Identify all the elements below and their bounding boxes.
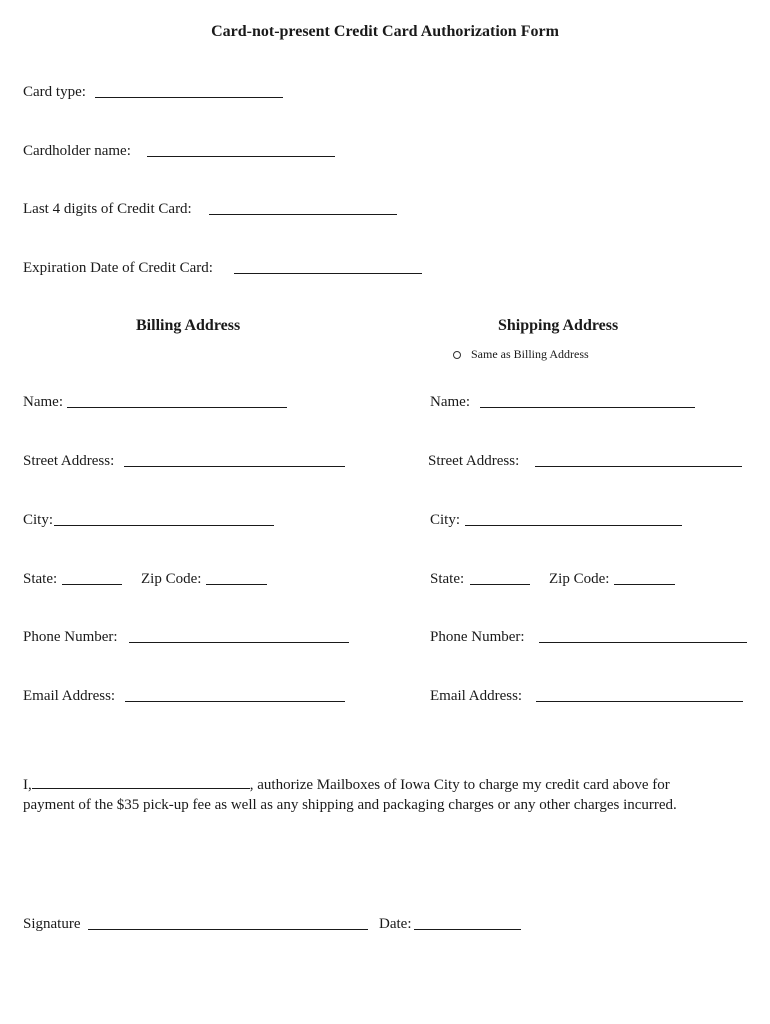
billing-email-label: Email Address:: [23, 688, 116, 704]
cardholder-name-field[interactable]: [147, 156, 335, 157]
shipping-street-label: Street Address:: [428, 453, 520, 469]
shipping-state-field[interactable]: [470, 584, 530, 585]
card-type-field[interactable]: [95, 97, 283, 98]
signature-label: Signature: [23, 916, 81, 932]
shipping-phone-label: Phone Number:: [430, 629, 525, 645]
authorization-paragraph: [23, 775, 723, 815]
shipping-name-label: Name:: [430, 394, 470, 410]
expiration-field[interactable]: [234, 273, 422, 274]
date-label: Date:: [379, 916, 412, 932]
billing-phone-label: Phone Number:: [23, 629, 118, 645]
billing-street-field[interactable]: [124, 466, 345, 467]
shipping-zip-label: Zip Code:: [549, 571, 610, 587]
form-title: Card-not-present Credit Card Authorization Form: [211, 23, 559, 40]
billing-zip-field[interactable]: [206, 584, 267, 585]
authorization-text: , authorize Mailboxes of Iowa City to charge my credit card above for payment of the $35 pick-up fee as well as any shipping and packaging charges or any other charges incurred.: [23, 777, 677, 813]
card-type-label: Card type:: [23, 84, 86, 100]
shipping-city-field[interactable]: [465, 525, 682, 526]
billing-street-label: Street Address:: [23, 453, 115, 469]
billing-zip-label: Zip Code:: [141, 571, 202, 587]
shipping-phone-field[interactable]: [539, 642, 747, 643]
last4-label: Last 4 digits of Credit Card:: [23, 201, 192, 217]
last4-field[interactable]: [209, 214, 397, 215]
shipping-city-label: City:: [430, 512, 461, 528]
billing-phone-field[interactable]: [129, 642, 349, 643]
cardholder-name-label: Cardholder name:: [23, 143, 131, 159]
shipping-street-field[interactable]: [535, 466, 742, 467]
authorizer-name-field[interactable]: [32, 775, 250, 789]
shipping-zip-field[interactable]: [614, 584, 675, 585]
authorization-prefix: I,: [23, 777, 32, 793]
shipping-state-label: State:: [430, 571, 465, 587]
billing-email-field[interactable]: [125, 701, 345, 702]
billing-name-label: Name:: [23, 394, 63, 410]
date-field[interactable]: [414, 929, 521, 930]
shipping-name-field[interactable]: [480, 407, 695, 408]
billing-heading: Billing Address: [136, 317, 241, 334]
same-as-billing-radio[interactable]: [453, 351, 461, 359]
billing-state-field[interactable]: [62, 584, 122, 585]
billing-name-field[interactable]: [67, 407, 287, 408]
shipping-email-field[interactable]: [536, 701, 743, 702]
shipping-heading: Shipping Address: [498, 317, 619, 334]
same-as-billing-label: Same as Billing Address: [471, 347, 589, 361]
shipping-email-label: Email Address:: [430, 688, 523, 704]
expiration-label: Expiration Date of Credit Card:: [23, 260, 213, 276]
billing-city-field[interactable]: [54, 525, 274, 526]
signature-field[interactable]: [88, 929, 368, 930]
billing-state-label: State:: [23, 571, 58, 587]
billing-city-label: City:: [23, 512, 54, 528]
